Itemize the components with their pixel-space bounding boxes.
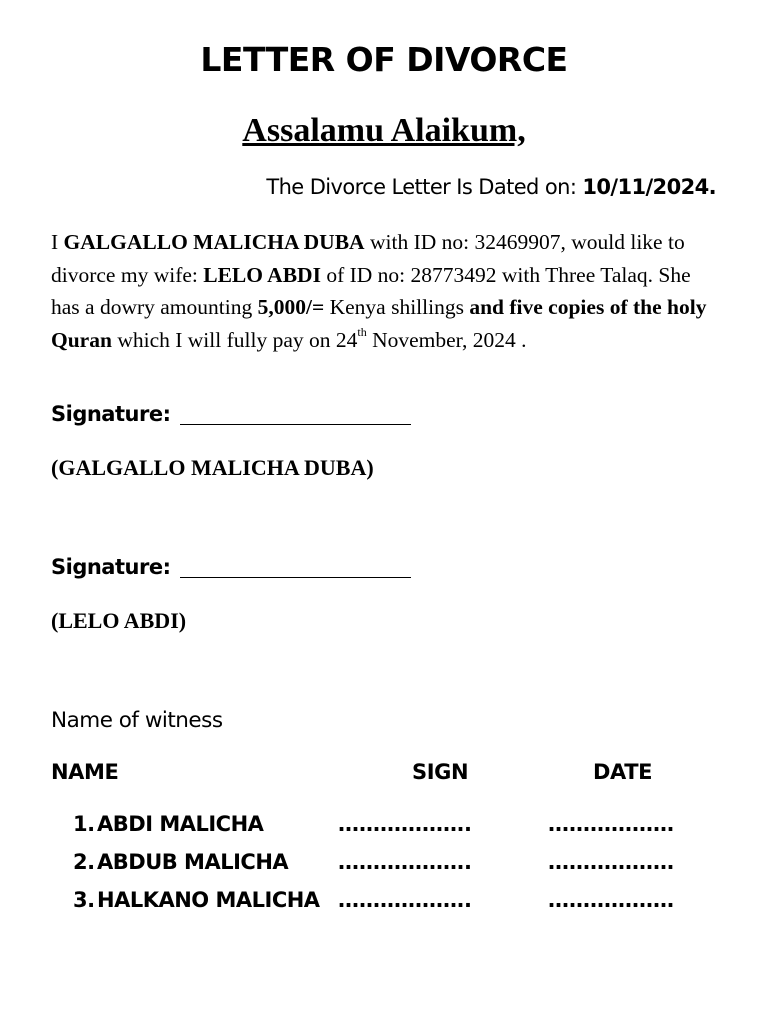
witness-number: 2. — [73, 850, 95, 874]
signature-line-wife[interactable] — [180, 577, 411, 578]
witness-date-field[interactable]: ……………… — [548, 888, 674, 912]
witness-name: ABDI MALICHA — [97, 812, 264, 836]
document-title: LETTER OF DIVORCE — [200, 40, 568, 79]
witness-sign-field[interactable]: ………………. — [338, 850, 472, 874]
greeting-heading: Assalamu Alaikum, — [242, 112, 526, 149]
body-paragraph — [51, 226, 711, 356]
signature-line-husband[interactable] — [180, 424, 411, 425]
witness-number: 3. — [73, 888, 95, 912]
date-line — [266, 175, 716, 199]
date-value: 10/11/2024. — [582, 175, 716, 199]
signature-label-wife: Signature: — [51, 555, 171, 579]
body-text: I — [51, 230, 64, 254]
quran-copies: and five copies of the holy Quran — [51, 295, 707, 352]
signer-name-wife: (LELO ABDI) — [51, 608, 187, 633]
witness-sign-field[interactable]: ………………. — [338, 888, 472, 912]
ordinal-suffix: th — [357, 325, 367, 340]
witness-date-field[interactable]: ……………… — [548, 812, 674, 836]
witness-number: 1. — [73, 812, 95, 836]
witness-date-field[interactable]: ……………… — [548, 850, 674, 874]
signature-label-husband: Signature: — [51, 402, 171, 426]
body-text: November, 2024 . — [366, 327, 527, 352]
column-header-name: NAME — [51, 760, 119, 784]
column-header-date: DATE — [593, 760, 653, 784]
body-text: with ID no: 32469907, would like to divorce my wife: — [51, 230, 685, 287]
witness-row — [0, 850, 768, 888]
witness-heading: Name of witness — [51, 708, 223, 733]
column-header-sign: SIGN — [412, 760, 469, 784]
witness-sign-field[interactable]: ………………. — [338, 812, 472, 836]
witness-row — [0, 888, 768, 926]
body-text: of ID no: 28773492 with Three Talaq. She has a dowry amounting — [51, 262, 691, 319]
body-text: which I will fully pay on 24 — [111, 327, 358, 352]
date-label: The Divorce Letter Is Dated on: — [266, 175, 583, 199]
witness-name: HALKANO MALICHA — [97, 888, 320, 912]
dowry-amount: 5,000/= — [257, 295, 325, 319]
signer-name-husband: (GALGALLO MALICHA DUBA) — [51, 455, 374, 480]
witness-row — [0, 812, 768, 850]
husband-name: GALGALLO MALICHA DUBA — [63, 230, 365, 254]
wife-name: LELO ABDI — [203, 262, 321, 287]
witness-name: ABDUB MALICHA — [97, 850, 289, 874]
body-text: Kenya shillings — [324, 295, 470, 319]
